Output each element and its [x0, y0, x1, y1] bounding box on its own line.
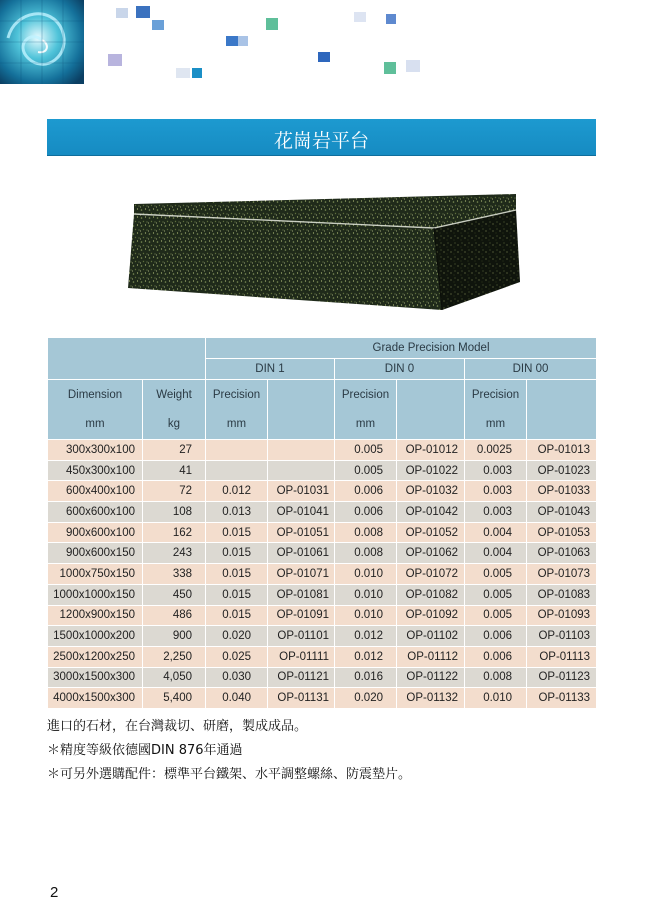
- weight-cell: 243: [143, 543, 206, 564]
- grade-precision-model-header: Grade Precision Model: [206, 338, 597, 359]
- precision-din1-cell: 0.013: [206, 502, 268, 523]
- decor-square: [192, 68, 202, 78]
- precision-din1-cell: 0.015: [206, 564, 268, 585]
- decor-square: [406, 60, 420, 72]
- page-title: 花崗岩平台: [273, 130, 369, 152]
- model-din1-cell: OP-01081: [268, 584, 335, 605]
- decor-square: [386, 14, 396, 24]
- precision-din0-header: Precision mm: [335, 380, 397, 440]
- model-din0-cell: OP-01102: [397, 626, 465, 647]
- model-din1-cell: OP-01031: [268, 481, 335, 502]
- model-din1-cell: OP-01051: [268, 522, 335, 543]
- model-din1-cell: OP-01131: [268, 688, 335, 709]
- table-row: [48, 626, 597, 647]
- precision-din00-cell: 0.010: [465, 688, 527, 709]
- weight-cell: 338: [143, 564, 206, 585]
- precision-din00-cell: 0.005: [465, 584, 527, 605]
- precision-din00-cell: 0.003: [465, 481, 527, 502]
- dimension-cell: 900x600x150: [48, 543, 143, 564]
- model-din00-cell: OP-01073: [527, 564, 597, 585]
- dimension-cell: 1000x750x150: [48, 564, 143, 585]
- model-din0-cell: OP-01012: [397, 440, 465, 461]
- precision-din1-cell: 0.015: [206, 522, 268, 543]
- precision-din1-cell: 0.030: [206, 667, 268, 688]
- model-din0-cell: OP-01082: [397, 584, 465, 605]
- dimension-cell: 600x400x100: [48, 481, 143, 502]
- precision-din1-cell: 0.020: [206, 626, 268, 647]
- decor-square: [266, 18, 278, 30]
- decor-square: [108, 54, 122, 66]
- weight-cell: 72: [143, 481, 206, 502]
- model-din00-cell: OP-01063: [527, 543, 597, 564]
- precision-din0-cell: 0.006: [335, 481, 397, 502]
- weight-cell: 27: [143, 440, 206, 461]
- model-din1-cell: [268, 460, 335, 481]
- model-din00-cell: OP-01013: [527, 440, 597, 461]
- dimension-cell: 300x300x100: [48, 440, 143, 461]
- weight-cell: 4,050: [143, 667, 206, 688]
- precision-din0-cell: 0.020: [335, 688, 397, 709]
- table-body: [48, 440, 597, 709]
- model-din00-cell: OP-01103: [527, 626, 597, 647]
- table-row: [48, 564, 597, 585]
- dimension-cell: 450x300x100: [48, 460, 143, 481]
- model-din00-cell: OP-01083: [527, 584, 597, 605]
- notes-section: [47, 718, 411, 790]
- precision-din00-cell: 0.008: [465, 667, 527, 688]
- model-din0-cell: OP-01132: [397, 688, 465, 709]
- decor-square: [318, 52, 330, 62]
- dimension-cell: 4000x1500x300: [48, 688, 143, 709]
- decor-square: [136, 6, 150, 18]
- precision-din00-cell: 0.006: [465, 626, 527, 647]
- weight-cell: 486: [143, 605, 206, 626]
- precision-din00-cell: 0.003: [465, 460, 527, 481]
- weight-cell: 900: [143, 626, 206, 647]
- model-din0-cell: OP-01052: [397, 522, 465, 543]
- precision-din00-cell: 0.003: [465, 502, 527, 523]
- model-din1-cell: OP-01121: [268, 667, 335, 688]
- title-banner: [47, 119, 596, 156]
- precision-din1-header: Precision mm: [206, 380, 268, 440]
- precision-din1-cell: 0.015: [206, 605, 268, 626]
- table-row: [48, 440, 597, 461]
- decor-square: [384, 62, 396, 74]
- weight-cell: 41: [143, 460, 206, 481]
- precision-din00-cell: 0.004: [465, 543, 527, 564]
- precision-din00-cell: 0.005: [465, 605, 527, 626]
- specification-table: [47, 337, 597, 709]
- dimension-header: Dimension mm: [48, 380, 143, 440]
- model-din00-cell: OP-01033: [527, 481, 597, 502]
- precision-din0-cell: 0.010: [335, 564, 397, 585]
- precision-din1-cell: 0.015: [206, 584, 268, 605]
- note-accessories: ＊可另外選購配件：標準平台鐵架、水平調整螺絲、防震墊片。: [47, 767, 412, 782]
- precision-din00-header: Precision mm: [465, 380, 527, 440]
- model-din0-cell: OP-01072: [397, 564, 465, 585]
- dimension-cell: 1000x1000x150: [48, 584, 143, 605]
- decor-square: [226, 36, 238, 46]
- table-header-row-labels: [48, 380, 597, 440]
- precision-din0-cell: 0.010: [335, 605, 397, 626]
- precision-din0-cell: 0.012: [335, 646, 397, 667]
- table-row: [48, 688, 597, 709]
- decor-square: [354, 12, 366, 22]
- decor-square: [152, 20, 164, 30]
- dimension-cell: 1200x900x150: [48, 605, 143, 626]
- weight-cell: 162: [143, 522, 206, 543]
- table-row: [48, 584, 597, 605]
- model-din00-cell: OP-01113: [527, 646, 597, 667]
- precision-din1-cell: 0.012: [206, 481, 268, 502]
- grade-din0-header: DIN 0: [335, 359, 465, 380]
- precision-din0-cell: 0.010: [335, 584, 397, 605]
- model-din0-cell: OP-01022: [397, 460, 465, 481]
- decor-square: [238, 36, 248, 46]
- precision-din00-cell: 0.006: [465, 646, 527, 667]
- dimension-cell: 900x600x100: [48, 522, 143, 543]
- table-row: [48, 646, 597, 667]
- dimension-cell: 600x600x100: [48, 502, 143, 523]
- table-row: [48, 543, 597, 564]
- precision-din0-cell: 0.008: [335, 522, 397, 543]
- model-din1-cell: OP-01091: [268, 605, 335, 626]
- model-din1-cell: OP-01061: [268, 543, 335, 564]
- model-din1-header: [268, 380, 335, 440]
- dimension-cell: 2500x1200x250: [48, 646, 143, 667]
- model-din0-cell: OP-01032: [397, 481, 465, 502]
- model-din00-cell: OP-01123: [527, 667, 597, 688]
- precision-din00-cell: 0.004: [465, 522, 527, 543]
- model-din0-cell: OP-01062: [397, 543, 465, 564]
- model-din00-cell: OP-01043: [527, 502, 597, 523]
- note-origin: 進口的石材，在台灣裁切、研磨，製成成品。: [47, 719, 308, 734]
- table-header-row-grade: [48, 338, 597, 359]
- model-din1-cell: OP-01071: [268, 564, 335, 585]
- model-din1-cell: OP-01101: [268, 626, 335, 647]
- dimension-cell: 1500x1000x200: [48, 626, 143, 647]
- weight-cell: 2,250: [143, 646, 206, 667]
- model-din00-cell: OP-01023: [527, 460, 597, 481]
- grade-din1-header: DIN 1: [206, 359, 335, 380]
- model-din0-cell: OP-01122: [397, 667, 465, 688]
- grade-din00-header: DIN 00: [465, 359, 597, 380]
- model-din0-header: [397, 380, 465, 440]
- table-row: [48, 522, 597, 543]
- model-din0-cell: OP-01042: [397, 502, 465, 523]
- model-din1-cell: OP-01111: [268, 646, 335, 667]
- precision-din1-cell: 0.040: [206, 688, 268, 709]
- page-number: 2: [50, 884, 59, 901]
- precision-din1-cell: [206, 440, 268, 461]
- decor-square: [116, 8, 128, 18]
- precision-din1-cell: [206, 460, 268, 481]
- weight-cell: 5,400: [143, 688, 206, 709]
- corner-swirl-graphic: [0, 0, 84, 84]
- weight-header: Weight kg: [143, 380, 206, 440]
- precision-din0-cell: 0.005: [335, 460, 397, 481]
- precision-din00-cell: 0.0025: [465, 440, 527, 461]
- model-din1-cell: OP-01041: [268, 502, 335, 523]
- dimension-cell: 3000x1500x300: [48, 667, 143, 688]
- table-row: [48, 667, 597, 688]
- model-din00-cell: OP-01093: [527, 605, 597, 626]
- note-din-standard: ＊精度等級依德國DIN 876年通過: [47, 743, 243, 758]
- precision-din0-cell: 0.016: [335, 667, 397, 688]
- table-row: [48, 502, 597, 523]
- precision-din1-cell: 0.025: [206, 646, 268, 667]
- model-din1-cell: [268, 440, 335, 461]
- table-row: [48, 481, 597, 502]
- precision-din0-cell: 0.006: [335, 502, 397, 523]
- table-row: [48, 460, 597, 481]
- header-blank-cell: [48, 338, 206, 380]
- precision-din00-cell: 0.005: [465, 564, 527, 585]
- granite-plate-image: [124, 192, 524, 312]
- weight-cell: 450: [143, 584, 206, 605]
- model-din00-header: [527, 380, 597, 440]
- precision-din0-cell: 0.008: [335, 543, 397, 564]
- model-din00-cell: OP-01133: [527, 688, 597, 709]
- weight-cell: 108: [143, 502, 206, 523]
- table-row: [48, 605, 597, 626]
- precision-din0-cell: 0.012: [335, 626, 397, 647]
- model-din00-cell: OP-01053: [527, 522, 597, 543]
- precision-din1-cell: 0.015: [206, 543, 268, 564]
- decor-square: [176, 68, 190, 78]
- model-din0-cell: OP-01112: [397, 646, 465, 667]
- model-din0-cell: OP-01092: [397, 605, 465, 626]
- precision-din0-cell: 0.005: [335, 440, 397, 461]
